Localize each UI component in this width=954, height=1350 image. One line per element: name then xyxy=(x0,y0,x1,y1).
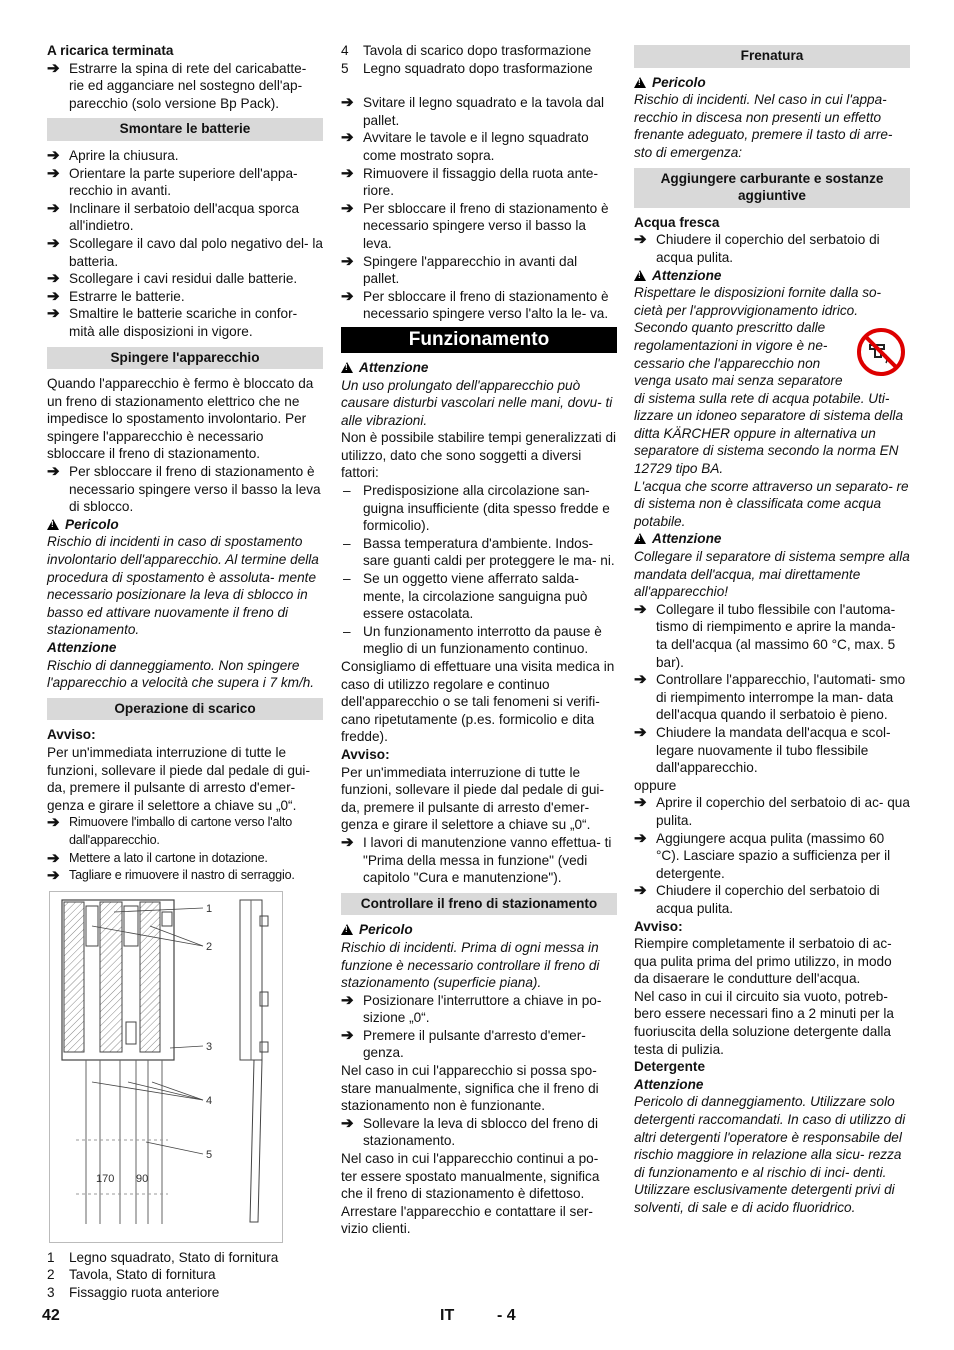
arrow-icon: ➔ xyxy=(634,794,647,812)
section-carburante: Aggiungere carburante e sostanze aggiuntive xyxy=(634,168,910,208)
no-drinking-water-icon xyxy=(856,327,906,377)
figure-legend-1 xyxy=(47,1249,323,1302)
figure-dim-170: 170 xyxy=(96,1172,115,1185)
sub-page-number: - 4 xyxy=(497,1307,516,1324)
warning-icon xyxy=(341,924,353,935)
arrow-icon: ➔ xyxy=(634,600,647,618)
list-item: ➔ Chiudere la mandata dell'acqua e scol- legare nuovamente il tubo flessibile dall'apparecchio. xyxy=(634,723,891,776)
chapter-funzionamento: Funzionamento xyxy=(341,327,617,353)
arrow-icon: ➔ xyxy=(47,463,60,481)
consiglio-text: Consigliamo di effettuare una visita medica in caso di utilizzo regolare e continuo dell'apparecchio o se tali fenomeni si verifi- cano ripetutamente (p.es. formicolio e dita fredde). xyxy=(341,659,615,745)
legend-item: 2 Tavola, Stato di fornitura xyxy=(47,1267,216,1283)
section-spingere: Spingere l'apparecchio xyxy=(47,347,323,370)
list-item: ➔ Per sbloccare il freno di stazionamento è necessario spingere verso il basso la leva. xyxy=(341,199,609,251)
scarico-steps xyxy=(47,814,323,884)
column-2 xyxy=(341,42,617,1238)
list-item: ➔ Collegare il tubo flessibile con l'automa- tismo di riempimento e aprire la manda- ta dell'acqua (al massimo 60 °C, max. 5 bar). xyxy=(634,600,896,670)
arrow-icon: ➔ xyxy=(634,671,647,689)
arrow-icon: ➔ xyxy=(47,867,60,885)
arrow-icon: ➔ xyxy=(634,829,647,847)
pericolo-heading: !Pericolo xyxy=(47,516,323,534)
list-item: ➔ Estrarre la spina di rete del caricabatte- rie ed agganciare nel sostegno dell'ap- parecchio (solo versione Bp Pack). xyxy=(47,59,307,111)
arrow-icon: ➔ xyxy=(341,1114,354,1132)
attenzione-text-6: Utilizzare esclusivamente detergenti privi di solventi, di sale e di acido fluoridrico. xyxy=(634,1182,895,1215)
attenzione-text-5: Pericolo di danneggiamento. Utilizzare solo detergenti raccomandati. In caso di utilizzo di altri detergenti l'operatore è responsabile del rischio maggiore in relazione alla sicu- rezza di funzionamento e al rischio di inci- denti. xyxy=(634,1094,906,1180)
list-item: – Se un oggetto viene afferrato salda- mente, la circolazione sanguigna può essere ostacolata. xyxy=(343,571,588,622)
detergente-heading: Detergente xyxy=(634,1059,706,1075)
section-smontare: Smontare le batterie xyxy=(47,118,323,141)
legend-item: 3 Fissaggio ruota anteriore xyxy=(47,1284,220,1300)
avviso-text-2: Nel caso in cui il circuito sia vuoto, potreb- bero essere necessari fino a 2 minuti per la fuoriuscita della soluzione detergente dalla testa di pulizia. xyxy=(634,988,894,1057)
arrow-icon: ➔ xyxy=(341,164,354,182)
legend-item: 1 Legno squadrato, Stato di fornitura xyxy=(47,1249,279,1265)
factors-list xyxy=(341,482,617,658)
pallet-figure xyxy=(49,891,283,1243)
list-item: ➔ Rimuovere l'imballo di cartone verso l'alto dall'apparecchio. xyxy=(47,814,292,847)
spingere-steps xyxy=(47,463,323,516)
list-item: ➔ Inclinare il serbatoio dell'acqua sporca all'indietro. xyxy=(47,199,300,234)
arrow-icon: ➔ xyxy=(634,231,647,249)
list-item: ➔ Sollevare la leva di sblocco del freno di stazionamento. xyxy=(341,1114,599,1149)
attenzione-heading: Attenzione xyxy=(47,640,117,655)
list-item: ➔ Per sbloccare il freno di stazionamento è necessario spingere verso il basso la leva di sblocco. xyxy=(47,463,321,515)
arrow-icon: ➔ xyxy=(47,849,60,867)
figure-legend-2 xyxy=(341,42,617,77)
list-item: – Bassa temperatura d'ambiente. Indos- sare guanti caldi per proteggere le ma- ni. xyxy=(343,535,615,569)
avviso-text: Per un'immediata interruzione di tutte le funzioni, sollevare il piede dal pedale di gui- da, premere il pulsante di arresto d'emer- genza e girare il selettore a chiave su „0“. xyxy=(47,744,310,813)
section-scarico: Operazione di scarico xyxy=(47,698,323,721)
figure-label-1: 1 xyxy=(206,902,213,915)
column-1 xyxy=(47,42,323,1302)
arrow-icon: ➔ xyxy=(47,146,60,164)
spingere-text: Quando l'apparecchio è fermo è bloccato da un freno di stazionamento elettrico che ne impedisce lo spostamento involontario. Per spingere l'apparecchio è necessario sbloccare il freno di stazionamento. xyxy=(47,376,314,462)
arrow-icon: ➔ xyxy=(47,199,60,217)
warning-icon xyxy=(634,77,646,88)
list-item: ➔ Controllare l'apparecchio, l'automati- smo di riempimento interrompe la man- data dell'acqua quando il serbatoio è pieno. xyxy=(634,671,906,723)
attenzione-heading: !Attenzione xyxy=(341,359,617,377)
arrow-icon: ➔ xyxy=(47,287,60,305)
warning-icon xyxy=(341,362,353,373)
acqua-steps-a xyxy=(634,601,910,777)
section-freno: Controllare il freno di stazionamento xyxy=(341,893,617,916)
avviso-text-1: Riempire completamente il serbatoio di ac- qua pulita prima del primo utilizzo, in modo da disaerare le condutture dell'acqua. xyxy=(634,936,892,987)
attenzione-heading: !Attenzione xyxy=(634,267,910,285)
acqua-steps xyxy=(634,231,910,266)
list-item: ➔ Per sbloccare il freno di stazionamento è necessario spingere verso l'alto la le- va. xyxy=(341,287,609,322)
arrow-icon: ➔ xyxy=(341,94,354,112)
list-item: ➔ Scollegare i cavi residui dalle batterie. xyxy=(47,270,298,288)
legend-item: 4 Tavola di scarico dopo trasformazione xyxy=(341,43,592,58)
list-item: ➔ Chiudere il coperchio del serbatoio di acqua pulita. xyxy=(634,231,880,265)
ricarica-steps xyxy=(47,60,323,113)
attenzione-text-1: Rispettare le disposizioni fornite dalla so- cietà per l'approvvigionamento idrico. xyxy=(634,285,882,318)
list-item: ➔ Aggiungere acqua pulita (massimo 60 °C). Lasciare spazio a sufficienza per il detergente. xyxy=(634,829,891,881)
avviso-text: Per un'immediata interruzione di tutte le funzioni, sollevare il piede dal pedale di gui- da, premere il pulsante di arresto d'emer- genza e girare il selettore a chiave su „0“. xyxy=(341,764,604,833)
avviso-steps xyxy=(341,834,617,887)
section-frenatura: Frenatura xyxy=(634,45,910,68)
arrow-icon: ➔ xyxy=(47,59,60,77)
figure-label-3: 3 xyxy=(206,1040,213,1053)
attenzione-heading-3: Attenzione xyxy=(634,1076,704,1092)
list-item: ➔ Aprire la chiusura. xyxy=(47,146,179,164)
intro-text: Non è possibile stabilire tempi generalizzati di utilizzo, dato che sono soggetti a diversi fattori: xyxy=(341,430,617,481)
list-item: ➔ Spingere l'apparecchio in avanti dal pallet. xyxy=(341,252,578,287)
avviso-heading: Avviso: xyxy=(341,746,390,762)
arrow-icon: ➔ xyxy=(341,287,354,305)
freno-text-1: Nel caso in cui l'apparecchio si possa spo- stare manualmente, significa che il freno di stazionamento non è funzionante. xyxy=(341,1063,599,1114)
figure-label-2: 2 xyxy=(206,940,213,953)
warning-icon xyxy=(634,533,646,544)
pericolo-heading: !Pericolo xyxy=(634,74,910,92)
list-item: ➔ I lavori di manutenzione vanno effettua- ti "Prima della messa in funzione" (vedi capitolo "Cura e manutenzione"). xyxy=(341,833,612,886)
prohibition-block xyxy=(634,319,910,477)
arrow-icon: ➔ xyxy=(634,723,647,741)
warning-icon xyxy=(634,270,646,281)
oppure-text: oppure xyxy=(634,777,677,793)
arrow-icon: ➔ xyxy=(634,882,647,900)
avviso-heading: Avviso: xyxy=(634,918,683,934)
list-item: ➔ Premere il pulsante d'arresto d'emer- genza. xyxy=(341,1026,586,1061)
list-item: ➔ Scollegare il cavo dal polo negativo del- la batteria. xyxy=(47,234,323,269)
attenzione-text: Rischio di danneggiamento. Non spingere l'apparecchio a velocità che supera i 7 km/h. xyxy=(47,657,315,691)
attenzione-text: Un uso prolungato dell'apparecchio può causare disturbi vascolari nelle mani, dovu- ti alle vibrazioni. xyxy=(341,377,613,428)
list-item: ➔ Estrarre le batterie. xyxy=(47,287,185,305)
freno-steps xyxy=(341,992,617,1062)
language-code: IT xyxy=(440,1307,455,1324)
list-item: ➔ Chiudere il coperchio del serbatoio di acqua pulita. xyxy=(634,882,880,916)
pericolo-heading: !Pericolo xyxy=(341,921,617,939)
arrow-icon: ➔ xyxy=(47,164,60,182)
attenzione-text-3: L'acqua che scorre attraverso un separato- re di sistema non è classificata come acqua potabile. xyxy=(634,478,909,529)
pericolo-text: Rischio di incidenti. Prima di ogni messa in funzione è necessario controllare il freno di stazionamento (superficie piana). xyxy=(341,939,600,991)
freno-text-2: Nel caso in cui l'apparecchio continui a po- ter essere spostato manualmente, significa che il freno di stazionamento è difettoso. Arrestare l'apparecchio e contattare il ser- vizio clienti. xyxy=(341,1151,600,1237)
arrow-icon: ➔ xyxy=(341,199,354,217)
figure-label-5: 5 xyxy=(206,1148,213,1161)
pallet-diagram xyxy=(50,892,282,1242)
arrow-icon: ➔ xyxy=(341,833,354,851)
freno-steps-2 xyxy=(341,1115,617,1150)
column-3 xyxy=(634,42,910,1217)
arrow-icon: ➔ xyxy=(341,991,354,1009)
list-item: ➔ Svitare il legno squadrato e la tavola dal pallet. xyxy=(341,94,605,128)
arrow-icon: ➔ xyxy=(341,129,354,147)
list-item: ➔ Aprire il coperchio del serbatoio di ac- qua pulita. xyxy=(634,794,910,828)
arrow-icon: ➔ xyxy=(341,252,354,270)
ricarica-title: A ricarica terminata xyxy=(47,43,174,58)
arrow-icon: ➔ xyxy=(47,270,60,288)
arrow-icon: ➔ xyxy=(341,1026,354,1044)
list-item: ➔ Rimuovere il fissaggio della ruota ante- riore. xyxy=(341,164,598,199)
pericolo-text: Rischio di incidenti. Nel caso in cui l'appa- recchio in discesa non presenti un effetto frenante adeguato, premere il tasto di arre- sto di emergenza: xyxy=(634,92,893,160)
list-item: ➔ Avvitare le tavole e il legno squadrato come mostrato sopra. xyxy=(341,129,589,163)
arrow-icon: ➔ xyxy=(47,234,60,252)
list-item: – Predisposizione alla circolazione san- guigna insufficiente (dita spesso fredde e formicolio). xyxy=(343,483,610,534)
scarico-steps-2 xyxy=(341,94,617,323)
acqua-heading: Acqua fresca xyxy=(634,214,720,230)
list-item: ➔ Orientare la parte superiore dell'appa- recchio in avanti. xyxy=(47,164,298,199)
avviso-heading: Avviso: xyxy=(47,727,96,743)
list-item: ➔ Posizionare l'interruttore a chiave in po- sizione „0“. xyxy=(341,991,602,1026)
figure-label-4: 4 xyxy=(206,1094,213,1107)
legend-item: 5 Legno squadrato dopo trasformazione xyxy=(341,60,593,76)
warning-icon xyxy=(47,519,59,530)
list-item: ➔ Tagliare e rimuovere il nastro di serraggio. xyxy=(47,867,295,885)
smontare-steps xyxy=(47,147,323,341)
attenzione-text-4: Collegare il separatore di sistema sempre alla mandata dell'acqua, mai direttamente all'apparecchio! xyxy=(634,549,910,600)
arrow-icon: ➔ xyxy=(47,814,60,832)
list-item: – Un funzionamento interrotto da pause è meglio di un funzionamento continuo. xyxy=(343,623,602,657)
attenzione-text-2: Secondo quanto prescritto dalle regolamentazioni in vigore è ne- cessario che l'apparecchio non venga usato mai senza separatore di sistema sulla rete di acqua potabile. Uti- lizzare un idoneo separatore di sistema della ditta KÄRCHER oppure in alternativa un separatore di sistema secondo la norma EN 12729 tipo BA. xyxy=(634,320,904,477)
list-item: ➔ Mettere a lato il cartone in dotazione. xyxy=(47,849,268,867)
arrow-icon: ➔ xyxy=(47,305,60,323)
list-item: ➔ Smaltire le batterie scariche in confor- mità alle disposizioni in vigore. xyxy=(47,305,298,339)
figure-dim-90: 90 xyxy=(136,1172,149,1185)
attenzione-heading-2: !Attenzione xyxy=(634,530,910,548)
acqua-steps-b xyxy=(634,794,910,917)
pericolo-text: Rischio di incidenti in caso di spostamento involontario dell'apparecchio. Al termine della procedura di spostamento è assoluta- mente necessario posizionare la leva di sblocco in basso ed attivare nuovamente il freno di stazionamento. xyxy=(47,534,319,638)
page-number: 42 xyxy=(42,1307,60,1324)
